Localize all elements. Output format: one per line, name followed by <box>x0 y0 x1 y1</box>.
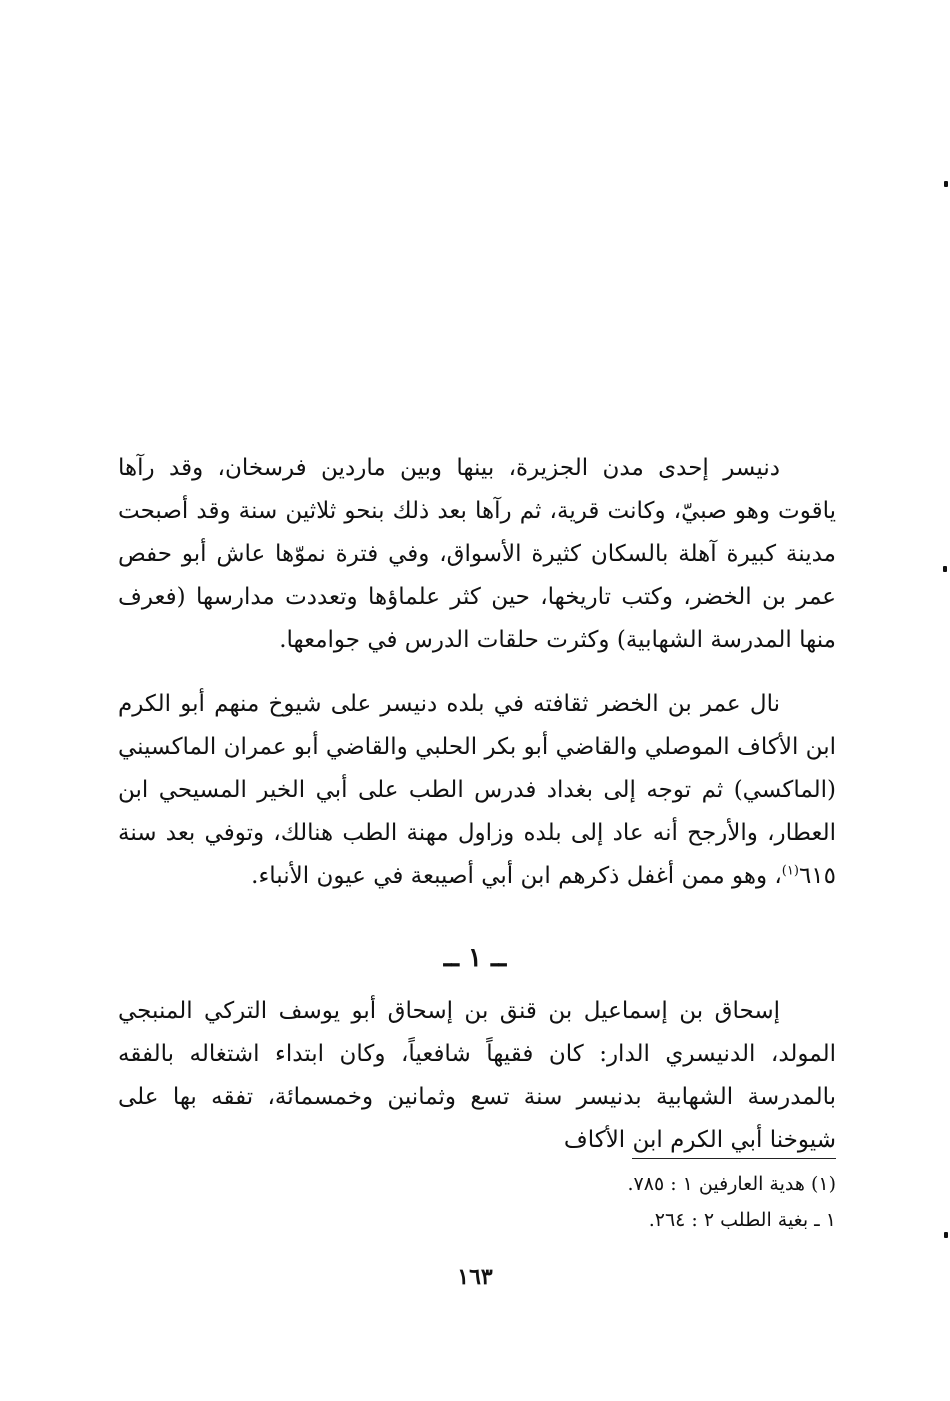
margin-mark <box>944 181 948 187</box>
footnotes <box>420 1166 836 1238</box>
page-number: ١٦٣ <box>457 1264 493 1290</box>
paragraph-text-part: نال عمر بن الخضر ثقافته في بلده دنيسر على شيوخ منهم أبو الكرم ابن الأكاف الموصلي والقاضي أبو بكر الحلبي والقاضي أبو عمران الماكسيني (الماكسي) ثم توجه إلى بغداد فدرس الطب على أبي الخير المسيحي ابن العطار، والأرجح أنه عاد إلى بلده وزاول مهنة الطب هنالك، وتوفي بعد سنة ٦١٥ <box>118 691 836 889</box>
footnote-divider <box>632 1158 836 1159</box>
margin-mark <box>944 1232 948 1238</box>
entry-paragraph <box>118 990 836 1162</box>
footnote-marker: (١) <box>781 863 799 879</box>
biography-paragraph <box>118 683 836 898</box>
margin-mark <box>943 566 947 572</box>
footnote-line: ١ ـ بغية الطلب ٢ : ٢٦٤. <box>648 1209 836 1231</box>
paragraph-text <box>118 683 836 898</box>
paragraph-text-part: ، وهو ممن أغفل ذكرهم ابن أبي أصيبعة في عيون الأنباء. <box>251 863 782 889</box>
paragraph-text: دنيسر إحدى مدن الجزيرة، بينها وبين ماردين فرسخان، وقد رآها ياقوت وهو صبيّ، وكانت قرية، ثم رآها بعد ذلك بنحو ثلاثين سنة وقد أصبحت مدينة كبيرة آهلة بالسكان كثيرة الأسواق، وفي فترة نموّها عاش أبو حفص عمر بن الخضر، وكتب تاريخها، حين كثر علماؤها وتعددت مدارسها (فعرف منها المدرسة الشهابية) وكثرت حلقات الدرس في جوامعها. <box>118 455 837 653</box>
entry-number-heading: ــ ١ ــ <box>443 943 507 973</box>
intro-paragraph <box>118 447 836 662</box>
footnote-line: (١) هدية العارفين ١ : ٧٨٥. <box>627 1173 836 1195</box>
paragraph-text: إسحاق بن إسماعيل بن قنق بن إسحاق أبو يوسف التركي المنبجي المولد، الدنيسري الدار: كان فقيهاً شافعياً، وكان ابتداء اشتغاله بالفقه بالمدرسة الشهابية بدنيسر سنة تسع وثمانين وخمسمائة، تفقه بها على شيوخنا أبي الكرم ابن الأكاف <box>118 998 836 1153</box>
